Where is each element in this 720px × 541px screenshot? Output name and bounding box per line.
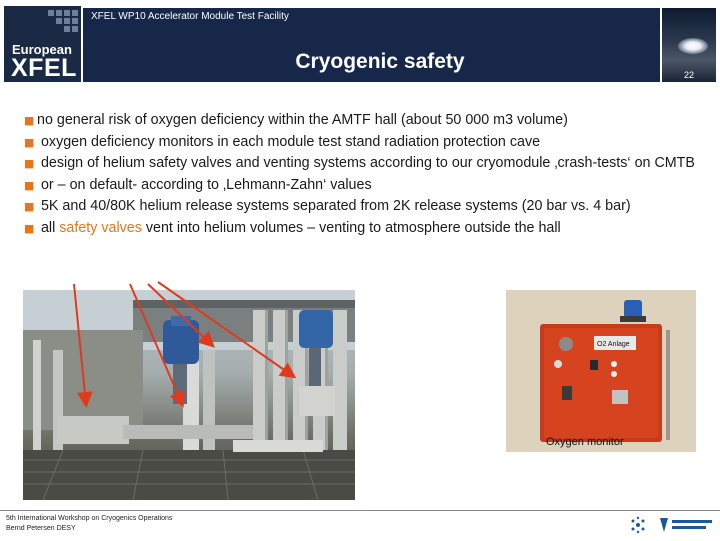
bullet-marker-icon: ■: [24, 200, 35, 213]
footer-workshop: 5th International Workshop on Cryogenics Operations: [6, 515, 173, 522]
bullet-text: no general risk of oxygen deficiency within the AMTF hall (about 50 000 m3 volume): [37, 112, 568, 128]
device-label: O2 Anlage: [597, 341, 630, 348]
arrow-1: [74, 284, 86, 404]
bullet-marker-icon: ■: [24, 114, 35, 127]
bullet-text-before: all: [37, 219, 60, 236]
arrow-3: [148, 284, 212, 345]
desy-logo-icon: [632, 517, 645, 533]
footer-author: Bernd Petersen DESY: [6, 524, 76, 532]
bullet-marker-icon: ■: [24, 135, 35, 149]
facility-name: XFEL WP10 Accelerator Module Test Facility: [91, 11, 289, 22]
partner-logos: [628, 514, 714, 536]
bullet-marker-icon: ■: [24, 157, 35, 170]
bullet-text: or – on default- according to ‚Lehmann-Zahn‘ values: [37, 176, 372, 193]
logo-text-xfel: XFEL: [11, 54, 77, 82]
arrow-2: [130, 284, 182, 404]
safety-valves-highlight: safety valves: [59, 219, 142, 236]
arrow-4: [158, 282, 293, 376]
oxygen-monitor-photo: [506, 290, 696, 452]
helmholtz-logo-icon: [660, 518, 668, 532]
footer-text: [6, 514, 172, 533]
oxygen-monitor-caption: Oxygen monitor: [546, 436, 624, 448]
logo-text-european: European: [12, 42, 72, 57]
page-number: 22: [684, 70, 695, 80]
bullet-text-after: vent into helium volumes – venting to atmosphere outside the hall: [141, 219, 561, 236]
bullet-marker-icon: ■: [24, 178, 35, 192]
footer-divider: [0, 510, 720, 511]
slide-title: Cryogenic safety: [295, 50, 465, 73]
bullet-marker-icon: ■: [24, 221, 35, 235]
bullet-text: 5K and 40/80K helium release systems separated from 2K release systems (20 bar vs. 4 bar): [37, 198, 631, 214]
bullet-text: oxygen deficiency monitors in each module test stand radiation protection cave: [37, 133, 541, 150]
bullet-text: design of helium safety valves and venting systems according to our cryomodule ‚crash-tests‘ on CMTB: [37, 155, 695, 171]
